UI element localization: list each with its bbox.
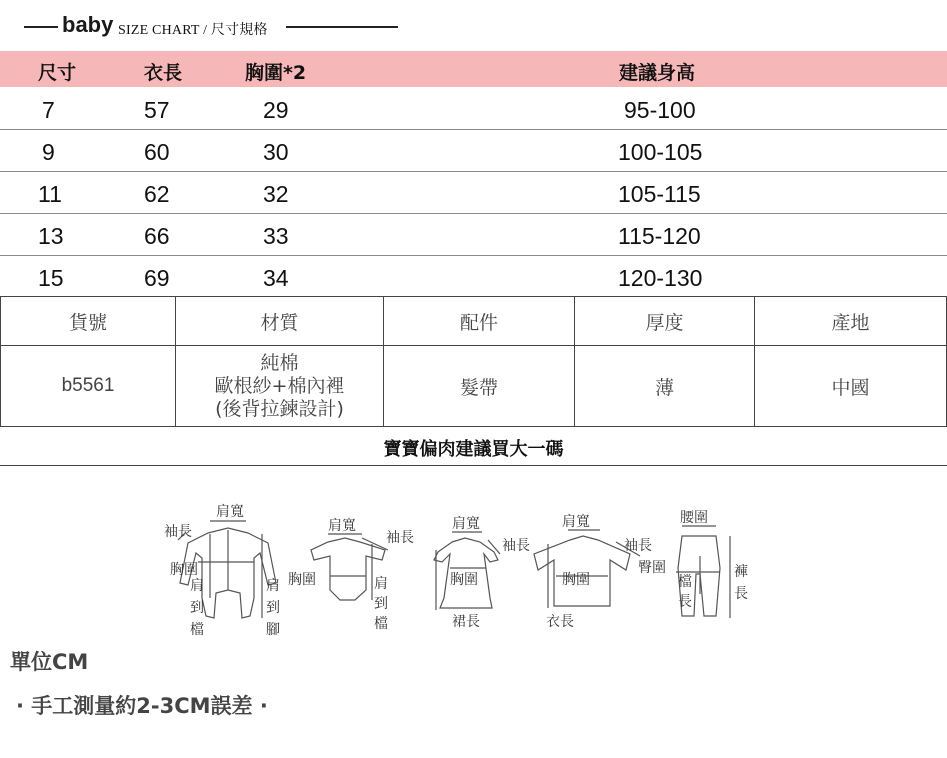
label-crotch-1: 檔 [678, 574, 692, 590]
size-chart-subtitle: SIZE CHART / 尺寸規格 [118, 23, 268, 38]
cell-length: 57 [144, 97, 170, 123]
label-shoulder: 肩寬 [452, 516, 480, 532]
measurement-error-note: · 手工測量約2-3CM誤差 · [16, 694, 268, 718]
material-line: (後背拉鍊設計) [215, 397, 344, 420]
label-hip: 臀圍 [638, 560, 666, 576]
header-size: 尺寸 [38, 62, 77, 84]
label-shoulder: 肩寬 [562, 514, 590, 530]
header-thickness: 厚度 [575, 297, 755, 346]
cell-length: 66 [144, 223, 170, 249]
label-shoulder: 肩寬 [216, 504, 244, 520]
header-origin: 產地 [755, 297, 947, 346]
header-height: 建議身高 [619, 62, 696, 84]
label-chest: 胸圍 [450, 572, 478, 588]
cell-height: 100-105 [618, 139, 703, 165]
table-row [0, 130, 947, 172]
label-length: 衣長 [546, 614, 574, 630]
label-sleeve: 袖長 [502, 538, 530, 554]
label-sleeve: 袖長 [386, 530, 414, 546]
label-sleeve: 袖長 [624, 538, 652, 554]
cell-length: 69 [144, 265, 170, 291]
size-advice-row [0, 426, 947, 466]
cell-size: 13 [38, 223, 64, 249]
table-row [0, 214, 947, 256]
unit-label: 單位CM [10, 650, 89, 674]
cell-size: 11 [38, 181, 62, 207]
label-shoulder-to-foot-3: 腳 [266, 622, 280, 638]
cell-size: 9 [42, 139, 55, 165]
brand-title: baby [62, 12, 114, 37]
size-table-header [0, 51, 947, 87]
label-shoulder-to-crotch-1: 肩 [374, 576, 388, 592]
label-shoulder-to-crotch-2: 到 [374, 596, 388, 612]
label-skirt-length: 裙長 [452, 614, 480, 630]
label-shoulder-to-crotch-1: 肩 [190, 578, 204, 594]
product-info-table [0, 296, 947, 427]
cell-chest: 30 [263, 139, 289, 165]
thickness-value: 薄 [575, 346, 755, 427]
cell-length: 62 [144, 181, 170, 207]
material-line: 歐根紗+棉內裡 [214, 374, 345, 397]
cell-chest: 32 [263, 181, 289, 207]
material-line: 純棉 [260, 351, 299, 374]
dress-illustration [434, 532, 500, 610]
label-waist: 腰圍 [680, 510, 708, 526]
chart-header [0, 6, 947, 42]
label-pants-length-1: 褲 [734, 564, 748, 580]
cell-height: 120-130 [618, 265, 703, 291]
header-item-no: 貨號 [1, 297, 176, 346]
product-header-row [1, 297, 947, 346]
cell-length: 60 [144, 139, 170, 165]
label-chest: 胸圍 [288, 572, 316, 588]
header-length: 衣長 [144, 62, 183, 84]
label-shoulder-to-foot-2: 到 [266, 600, 280, 616]
cell-height: 105-115 [618, 181, 701, 207]
material-cell [176, 346, 384, 427]
cell-chest: 29 [263, 97, 289, 123]
header-rule-left [24, 26, 58, 28]
size-advice-note: 寶寶偏肉建議買大一碼 [383, 439, 564, 460]
item-number: b5561 [1, 346, 176, 427]
label-shoulder: 肩寬 [328, 518, 356, 534]
product-value-row [1, 346, 947, 427]
table-row [0, 172, 947, 214]
origin-value: 中國 [755, 346, 947, 427]
label-sleeve: 袖長 [164, 524, 192, 540]
table-row [0, 88, 947, 130]
label-crotch-2: 長 [678, 594, 692, 610]
label-pants-length-2: 長 [734, 586, 748, 602]
cell-size: 7 [42, 97, 55, 123]
cell-height: 115-120 [618, 223, 701, 249]
label-chest: 胸圍 [562, 572, 590, 588]
label-shoulder-to-foot-1: 肩 [266, 578, 280, 594]
cell-chest: 34 [263, 265, 289, 291]
table-row [0, 256, 947, 297]
accessory-value: 髮帶 [384, 346, 575, 427]
header-material: 材質 [176, 297, 384, 346]
header-chest: 胸圍*2 [245, 62, 307, 84]
label-chest: 胸圍 [170, 562, 198, 578]
label-shoulder-to-crotch-3: 檔 [374, 616, 388, 632]
label-shoulder-to-crotch-3: 檔 [190, 622, 204, 638]
measurement-diagram [150, 498, 760, 648]
cell-chest: 33 [263, 223, 289, 249]
header-accessory: 配件 [384, 297, 575, 346]
label-shoulder-to-crotch-2: 到 [190, 600, 204, 616]
cell-height: 95-100 [624, 97, 696, 123]
cell-size: 15 [38, 265, 64, 291]
header-rule-right [286, 26, 398, 28]
